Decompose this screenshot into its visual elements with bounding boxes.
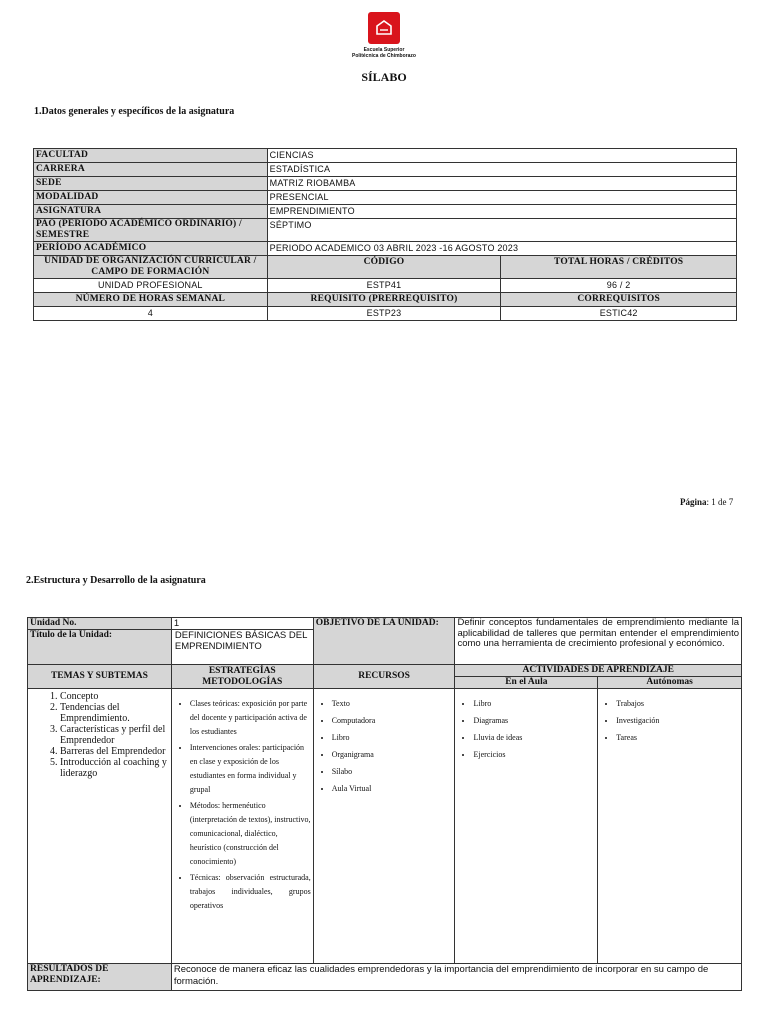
row-label: PAO (PERIODO ACADÉMICO ORDINARIO) / SEMESTRE [34,219,268,242]
table-cell: ESTP41 [267,279,501,293]
list-item: • Lluvia de ideas [473,731,595,745]
list-item: • Clases teóricas: exposición por parte del docente y participación activa de los estudiantes [190,697,311,739]
list-item: 2. Tendencias del Emprendimiento. [60,702,169,724]
table-row [34,205,737,219]
unit-number-label: Unidad No. [28,618,172,630]
autonomas-list [600,697,739,745]
table-row [28,665,742,677]
list-item: • Técnicas: observación estructurada, trabajos individuales, grupos operativos [190,871,311,913]
column-header: UNIDAD DE ORGANIZACIÓN CURRICULAR / CAMPO DE FORMACIÓN [34,256,268,279]
unit-objective-label: OBJETIVO DE LA UNIDAD: [313,618,455,665]
resultados-value: Reconoce de manera eficaz las cualidades emprendedoras y la importancia del emprendimiento de incorporar en su campo de formación. [171,964,741,991]
list-item: • Libro [473,697,595,711]
row-value: PERIODO ACADEMICO 03 ABRIL 2023 -16 AGOSTO 2023 [267,242,736,256]
recursos-cell [313,689,455,964]
list-item: • Texto [332,697,453,711]
table-row [28,689,742,964]
column-header: NÚMERO DE HORAS SEMANAL [34,293,268,307]
unit-title-value: DEFINICIONES BÁSICAS DEL EMPRENDIMIENTO [171,630,313,665]
list-item: • Organigrama [332,748,453,762]
column-header: REQUISITO (PRERREQUISITO) [267,293,501,307]
temas-list [30,691,169,779]
list-item: • Ejercicios [473,748,595,762]
list-item: 1. Concepto [60,691,169,702]
institution-name: Escuela Superior Politécnica de Chimborazo [352,47,416,59]
column-header: CÓDIGO [267,256,501,279]
row-value: EMPRENDIMIENTO [267,205,736,219]
table-row [34,191,737,205]
list-item: • Tareas [616,731,739,745]
unit-structure-table [27,617,742,991]
list-item: • Aula Virtual [332,782,453,796]
table-cell: ESTP23 [267,307,501,321]
row-label: CARRERA [34,163,268,177]
row-value: ESTADÍSTICA [267,163,736,177]
row-value: CIENCIAS [267,149,736,163]
column-header-autonomas: Autónomas [598,677,742,689]
row-label: FACULTAD [34,149,268,163]
list-item: • Computadora [332,714,453,728]
aula-list [457,697,595,762]
general-data-table [33,148,737,321]
table-row [34,219,737,242]
list-item: • Libro [332,731,453,745]
table-row [34,177,737,191]
document-title: SÍLABO [361,70,407,84]
list-item: 3. Características y perfil del Emprendedor [60,724,169,746]
table-row [34,293,737,307]
list-item: 4. Barreras del Emprendedor [60,746,169,757]
row-value: SÉPTIMO [267,219,736,242]
row-label: PERÍODO ACADÉMICO [34,242,268,256]
list-item: • Diagramas [473,714,595,728]
row-label: MODALIDAD [34,191,268,205]
unit-number-value: 1 [171,618,313,630]
table-cell: 96 / 2 [501,279,737,293]
recursos-list [316,697,453,796]
page-number: Página: 1 de 7 [680,497,734,507]
table-row [28,964,742,991]
table-cell: ESTIC42 [501,307,737,321]
list-item: • Trabajos [616,697,739,711]
row-label: ASIGNATURA [34,205,268,219]
table-row [34,307,737,321]
list-item: • Sílabo [332,765,453,779]
autonomas-cell [598,689,742,964]
table-row [34,163,737,177]
column-header: TOTAL HORAS / CRÉDITOS [501,256,737,279]
aula-cell [455,689,598,964]
column-header-estrategias: ESTRATEGÍAS METODOLOGÍAS [171,665,313,689]
row-value: PRESENCIAL [267,191,736,205]
unit-title-label: Título de la Unidad: [28,630,172,665]
resultados-label: RESULTADOS DE APRENDIZAJE: [28,964,172,991]
section-1-heading: 1.Datos generales y específicos de la asignatura [34,106,235,117]
column-header-recursos: RECURSOS [313,665,455,689]
row-value: MATRIZ RIOBAMBA [267,177,736,191]
list-item: • Métodos: hermenéutico (interpretación de textos), instructivo, comunicacional, dialéctico, heurístico (construcción del conocimiento) [190,799,311,869]
table-cell: UNIDAD PROFESIONAL [34,279,268,293]
row-label: SEDE [34,177,268,191]
list-item: • Investigación [616,714,739,728]
table-row [34,242,737,256]
unit-objective-value: Definir conceptos fundamentales de emprendimiento mediante la aplicabilidad de talleres que permitan entender el emprendimiento como una herramienta de crecimiento profesional y económico. [455,618,742,665]
table-row [34,149,737,163]
estrategias-list [174,697,311,913]
column-header: CORREQUISITOS [501,293,737,307]
table-row [28,618,742,630]
estrategias-cell [171,689,313,964]
column-header-temas: TEMAS Y SUBTEMAS [28,665,172,689]
section-2-heading: 2.Estructura y Desarrollo de la asignatura [26,575,206,586]
table-row [34,279,737,293]
table-cell: 4 [34,307,268,321]
column-header-aula: En el Aula [455,677,598,689]
column-header-actividades: ACTIVIDADES DE APRENDIZAJE [455,665,742,677]
institution-logo-icon [368,12,400,44]
list-item: • Intervenciones orales: participación en clase y exposición de los estudiantes en forma individual y grupal [190,741,311,797]
temas-cell [28,689,172,964]
table-row [34,256,737,279]
list-item: 5. Introducción al coaching y liderazgo [60,757,169,779]
